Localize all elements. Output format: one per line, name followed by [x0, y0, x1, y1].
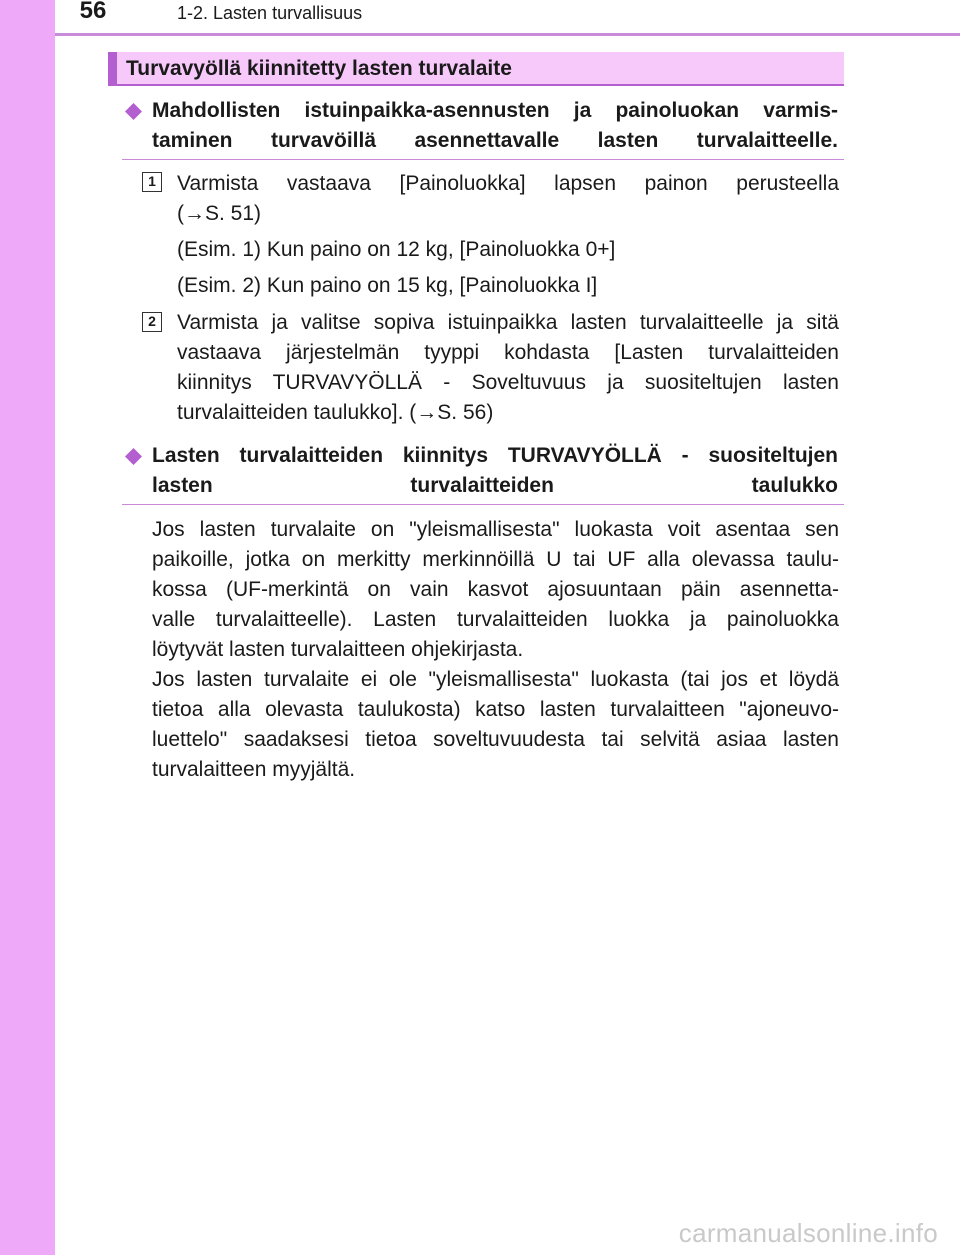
sub-heading-1-line: taminen turvavöillä asennettavalle lasten turvalaitteelle.	[152, 129, 838, 152]
body-line: turvalaitteen myyjältä.	[152, 758, 356, 781]
diamond-icon	[125, 448, 142, 465]
header-rule	[55, 33, 960, 36]
body-paragraph	[152, 515, 839, 785]
chapter-sidebar	[0, 0, 55, 1255]
step-2-text	[177, 308, 839, 428]
body-line: kossa (UF-merkintä on vain kasvot ajosuuntaan päin asennetta-	[152, 578, 839, 601]
sub-heading-1-line: Mahdollisten istuinpaikka-asennusten ja painoluokan varmis-	[152, 99, 838, 122]
diamond-icon	[125, 103, 142, 120]
step-1-line: (→S. 51)	[177, 202, 262, 225]
page-number: 56	[70, 0, 116, 26]
step-1-line: Varmista vastaava [Painoluokka] lapsen painon perusteella	[177, 172, 839, 195]
sub-heading-2-line: Lasten turvalaitteiden kiinnitys TURVAVYÖLLÄ - suositeltujen	[152, 444, 838, 467]
sub-heading-2	[122, 441, 844, 505]
body-line: Jos lasten turvalaite ei ole "yleismallisesta" luokasta (tai jos et löydä	[152, 668, 839, 691]
body-line: Jos lasten turvalaite on "yleismallisesta" luokasta voit asentaa sen	[152, 518, 839, 541]
body-line: löytyvät lasten turvalaitteen ohjekirjasta.	[152, 638, 524, 661]
step-badge-2: 2	[142, 312, 162, 332]
sub-heading-1	[122, 96, 844, 160]
step-2-line: kiinnitys TURVAVYÖLLÄ - Soveltuvuus ja suositeltujen lasten	[177, 371, 839, 394]
section-title: Turvavyöllä kiinnitetty lasten turvalaite	[108, 52, 844, 86]
step-badge-1: 1	[142, 172, 162, 192]
step-2-line: turvalaitteiden taulukko]. (→S. 56)	[177, 401, 494, 424]
sub-heading-1-text	[152, 96, 838, 156]
body-line: tietoa alla olevasta taulukosta) katso lasten turvalaitteen "ajoneuvo-	[152, 698, 839, 721]
body-line: luettelo" saadaksesi tietoa soveltuvuudesta tai selvitä asiaa lasten	[152, 728, 839, 751]
watermark: carmanualsonline.info	[678, 1218, 938, 1248]
step-2-line: Varmista ja valitse sopiva istuinpaikka lasten turvalaitteelle ja sitä	[177, 311, 839, 334]
step-1-text	[177, 169, 839, 229]
sub-heading-2-text	[152, 441, 838, 501]
step-1-example-1: (Esim. 1) Kun paino on 12 kg, [Painoluokka 0+]	[177, 238, 616, 261]
body-line: valle turvalaitteelle). Lasten turvalaitteiden luokka ja painoluokka	[152, 608, 839, 631]
running-head: 1-2. Lasten turvallisuus	[177, 3, 363, 23]
step-2-line: vastaava järjestelmän tyyppi kohdasta [Lasten turvalaitteiden	[177, 341, 839, 364]
body-line: paikoille, jotka on merkitty merkinnöillä U tai UF alla olevassa taulu-	[152, 548, 839, 571]
step-1-example-2: (Esim. 2) Kun paino on 15 kg, [Painoluokka I]	[177, 274, 598, 297]
sub-heading-2-line: lasten turvalaitteiden taulukko	[152, 474, 838, 497]
